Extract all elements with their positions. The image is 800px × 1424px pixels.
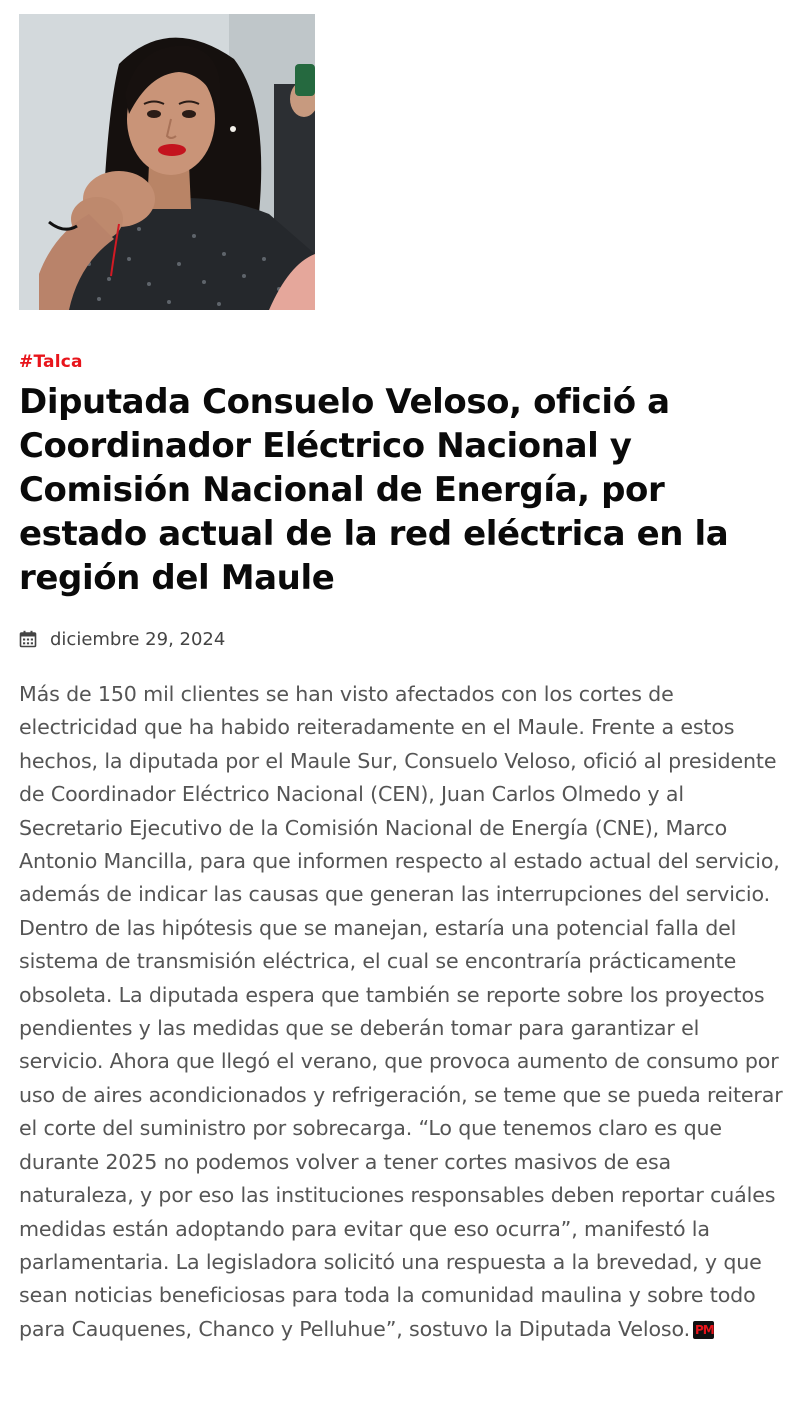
article-body-text: Más de 150 mil clientes se han visto afectados con los cortes de electricidad que ha habido reiteradamente en el Maule. Frente a estos hechos, la diputada por el Maule Sur, Consuelo Veloso, ofició al presidente de Coordinador Eléctrico Nacional (CEN), Juan Carlos Olmedo y al Secretario Ejecutivo de la Comisión Nacional de Energía (CNE), Marco Antonio Mancilla, para que informen respecto al estado actual del servicio, además de indicar las causas que generan las interrupciones del servicio. Dentro de las hipótesis que se manejan, estaría una potencial falla del sistema de transmisión eléctrica, el cual se encontraría prácticamente obsoleta. La diputada espera que también se reporte sobre los proyectos pendientes y las medidas que se deberán tomar para garantizar el servicio. Ahora que llegó el verano, que provoca aumento de consumo por uso de aires acondicionados y refrigeración, se teme que se pueda reiterar el corte del suministro por sobrecarga. “Lo que tenemos claro es que durante 2025 no podemos volver a tener cortes masivos de esa naturaleza, y por eso las instituciones responsables deben reportar cuáles medidas están adoptando para evitar que eso ocurra”, manifestó la parlamentaria. La legisladora solicitó una respuesta a la brevedad, y que sean noticias beneficiosas para toda la comunidad maulina y sobre todo para Cauquenes, Chanco y Pelluhue”, sostuvo la Diputada Veloso. <box>19 682 783 1341</box>
article-date-row <box>19 626 225 652</box>
pm-logo-text: PM <box>695 1322 714 1337</box>
portrait-illustration <box>19 14 315 310</box>
article-photo <box>19 14 315 310</box>
article-title: Diputada Consuelo Veloso, ofició a Coordinador Eléctrico Nacional y Comisión Nacional de Energía, por estado actual de la red eléctrica en la región del Maule <box>19 382 729 598</box>
article-date: diciembre 29, 2024 <box>50 628 226 650</box>
calendar-icon <box>19 630 37 648</box>
pm-logo-icon <box>693 1321 714 1339</box>
article-tag[interactable]: #Talca <box>19 352 83 372</box>
article-body <box>19 678 789 1346</box>
